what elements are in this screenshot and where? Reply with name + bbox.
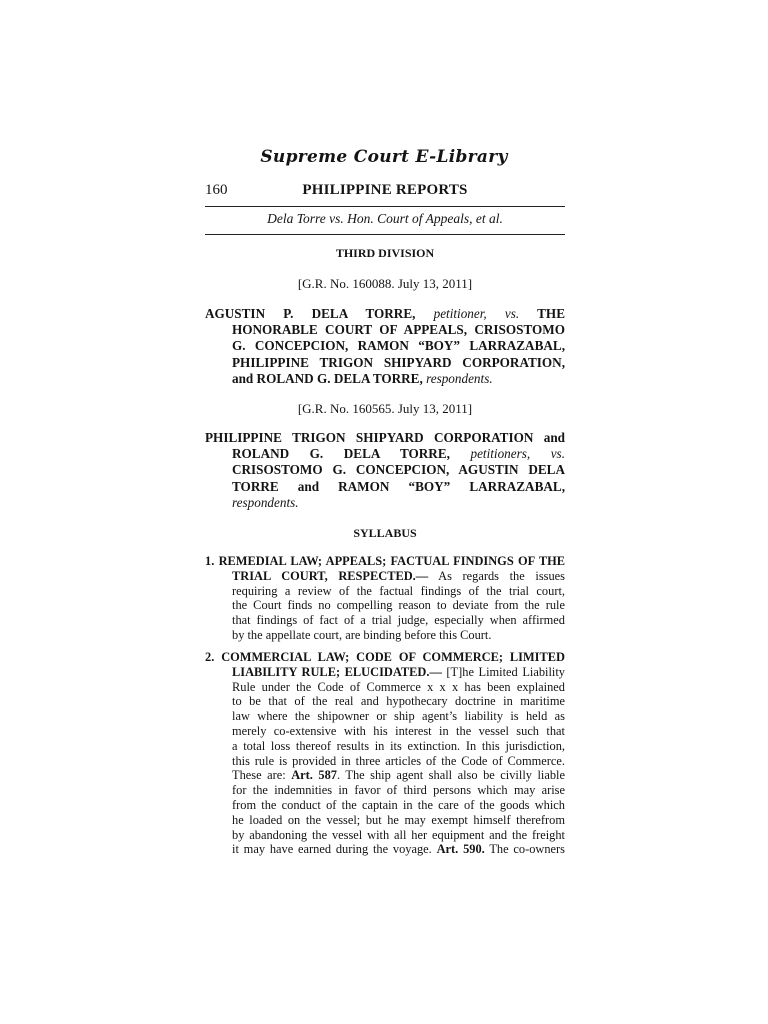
header-rule-top bbox=[205, 206, 565, 207]
syllabus-line: LIABILITY RULE; ELUCIDATED.— [T]he Limited Liability bbox=[232, 664, 565, 679]
syllabus-line: These are: Art. 587. The ship agent shall also be civilly liable bbox=[232, 768, 565, 783]
parties-line: and ROLAND G. DELA TORRE, respondents. bbox=[232, 370, 493, 386]
parties-line: ROLAND G. DELA TORRE, petitioners, vs. bbox=[232, 446, 565, 462]
syllabus-line: law where the shipowner or ship agent’s liability is held as bbox=[232, 709, 565, 724]
syllabus-line: 2. COMMERCIAL LAW; CODE OF COMMERCE; LIMITED bbox=[205, 650, 565, 664]
syllabus-line: he loaded on the vessel; but he may exempt himself therefrom bbox=[232, 812, 565, 827]
syllabus-line: a total loss thereof results in its extinction. In this jurisdiction, bbox=[232, 738, 565, 753]
syllabus-line: by the appellate court, are binding before this Court. bbox=[232, 627, 492, 642]
syllabus-line: that findings of fact of a trial judge, especially when affirmed bbox=[232, 613, 565, 628]
parties-block-1 bbox=[205, 306, 565, 387]
gr-number-2: [G.R. No. 160565. July 13, 2011] bbox=[297, 401, 473, 416]
library-header: Supreme Court E-Library bbox=[260, 147, 508, 167]
syllabus-line: TRIAL COURT, RESPECTED.— As regards the issues bbox=[232, 568, 565, 583]
parties-line: PHILIPPINE TRIGON SHIPYARD CORPORATION, bbox=[232, 354, 565, 370]
syllabus-line: to be that of the real and hypothecary doctrine in maritime bbox=[232, 694, 565, 709]
syllabus-line: the Court finds no compelling reason to deviate from the rule bbox=[232, 598, 565, 613]
syllabus-item-1 bbox=[205, 554, 565, 643]
parties-line: AGUSTIN P. DELA TORRE, petitioner, vs. THE bbox=[205, 306, 565, 321]
syllabus-line: merely co-extensive with his interest in the vessel such that bbox=[232, 723, 565, 738]
parties-line: respondents. bbox=[232, 494, 299, 510]
parties-line: TORRE and RAMON “BOY” LARRAZABAL, bbox=[232, 478, 565, 494]
reports-title: PHILIPPINE REPORTS bbox=[302, 182, 468, 198]
running-header bbox=[205, 182, 565, 202]
parties-line: CRISOSTOMO G. CONCEPCION, AGUSTIN DELA bbox=[232, 462, 565, 478]
parties-line: HONORABLE COURT OF APPEALS, CRISOSTOMO bbox=[232, 322, 565, 338]
syllabus-line: requiring a review of the factual findings of the trial court, bbox=[232, 583, 565, 598]
parties-block-2 bbox=[205, 430, 565, 511]
parties-line: G. CONCEPCION, RAMON “BOY” LARRAZABAL, bbox=[232, 338, 565, 354]
syllabus-line: 1. REMEDIAL LAW; APPEALS; FACTUAL FINDINGS OF THE bbox=[205, 554, 565, 568]
parties-line: PHILIPPINE TRIGON SHIPYARD CORPORATION and bbox=[205, 430, 565, 445]
case-title: Dela Torre vs. Hon. Court of Appeals, et al. bbox=[267, 211, 503, 226]
division-heading: THIRD DIVISION bbox=[335, 246, 435, 260]
syllabus-line: for the indemnities in favor of third persons which may arise bbox=[232, 783, 565, 798]
syllabus-line: Rule under the Code of Commerce x x x has been explained bbox=[232, 679, 565, 694]
page-number: 160 bbox=[205, 182, 228, 198]
syllabus-line: it may have earned during the voyage. Art. 590. The co-owners bbox=[232, 842, 565, 857]
syllabus-heading: SYLLABUS bbox=[353, 526, 417, 540]
syllabus-line: this rule is provided in three articles of the Code of Commerce. bbox=[232, 753, 565, 768]
header-rule-bottom bbox=[205, 234, 565, 235]
syllabus-item-2 bbox=[205, 650, 565, 857]
syllabus-line: from the conduct of the captain in the care of the goods which bbox=[232, 797, 565, 812]
gr-number-1: [G.R. No. 160088. July 13, 2011] bbox=[297, 276, 473, 291]
syllabus-line: by abandoning the vessel with all her equipment and the freight bbox=[232, 827, 565, 842]
